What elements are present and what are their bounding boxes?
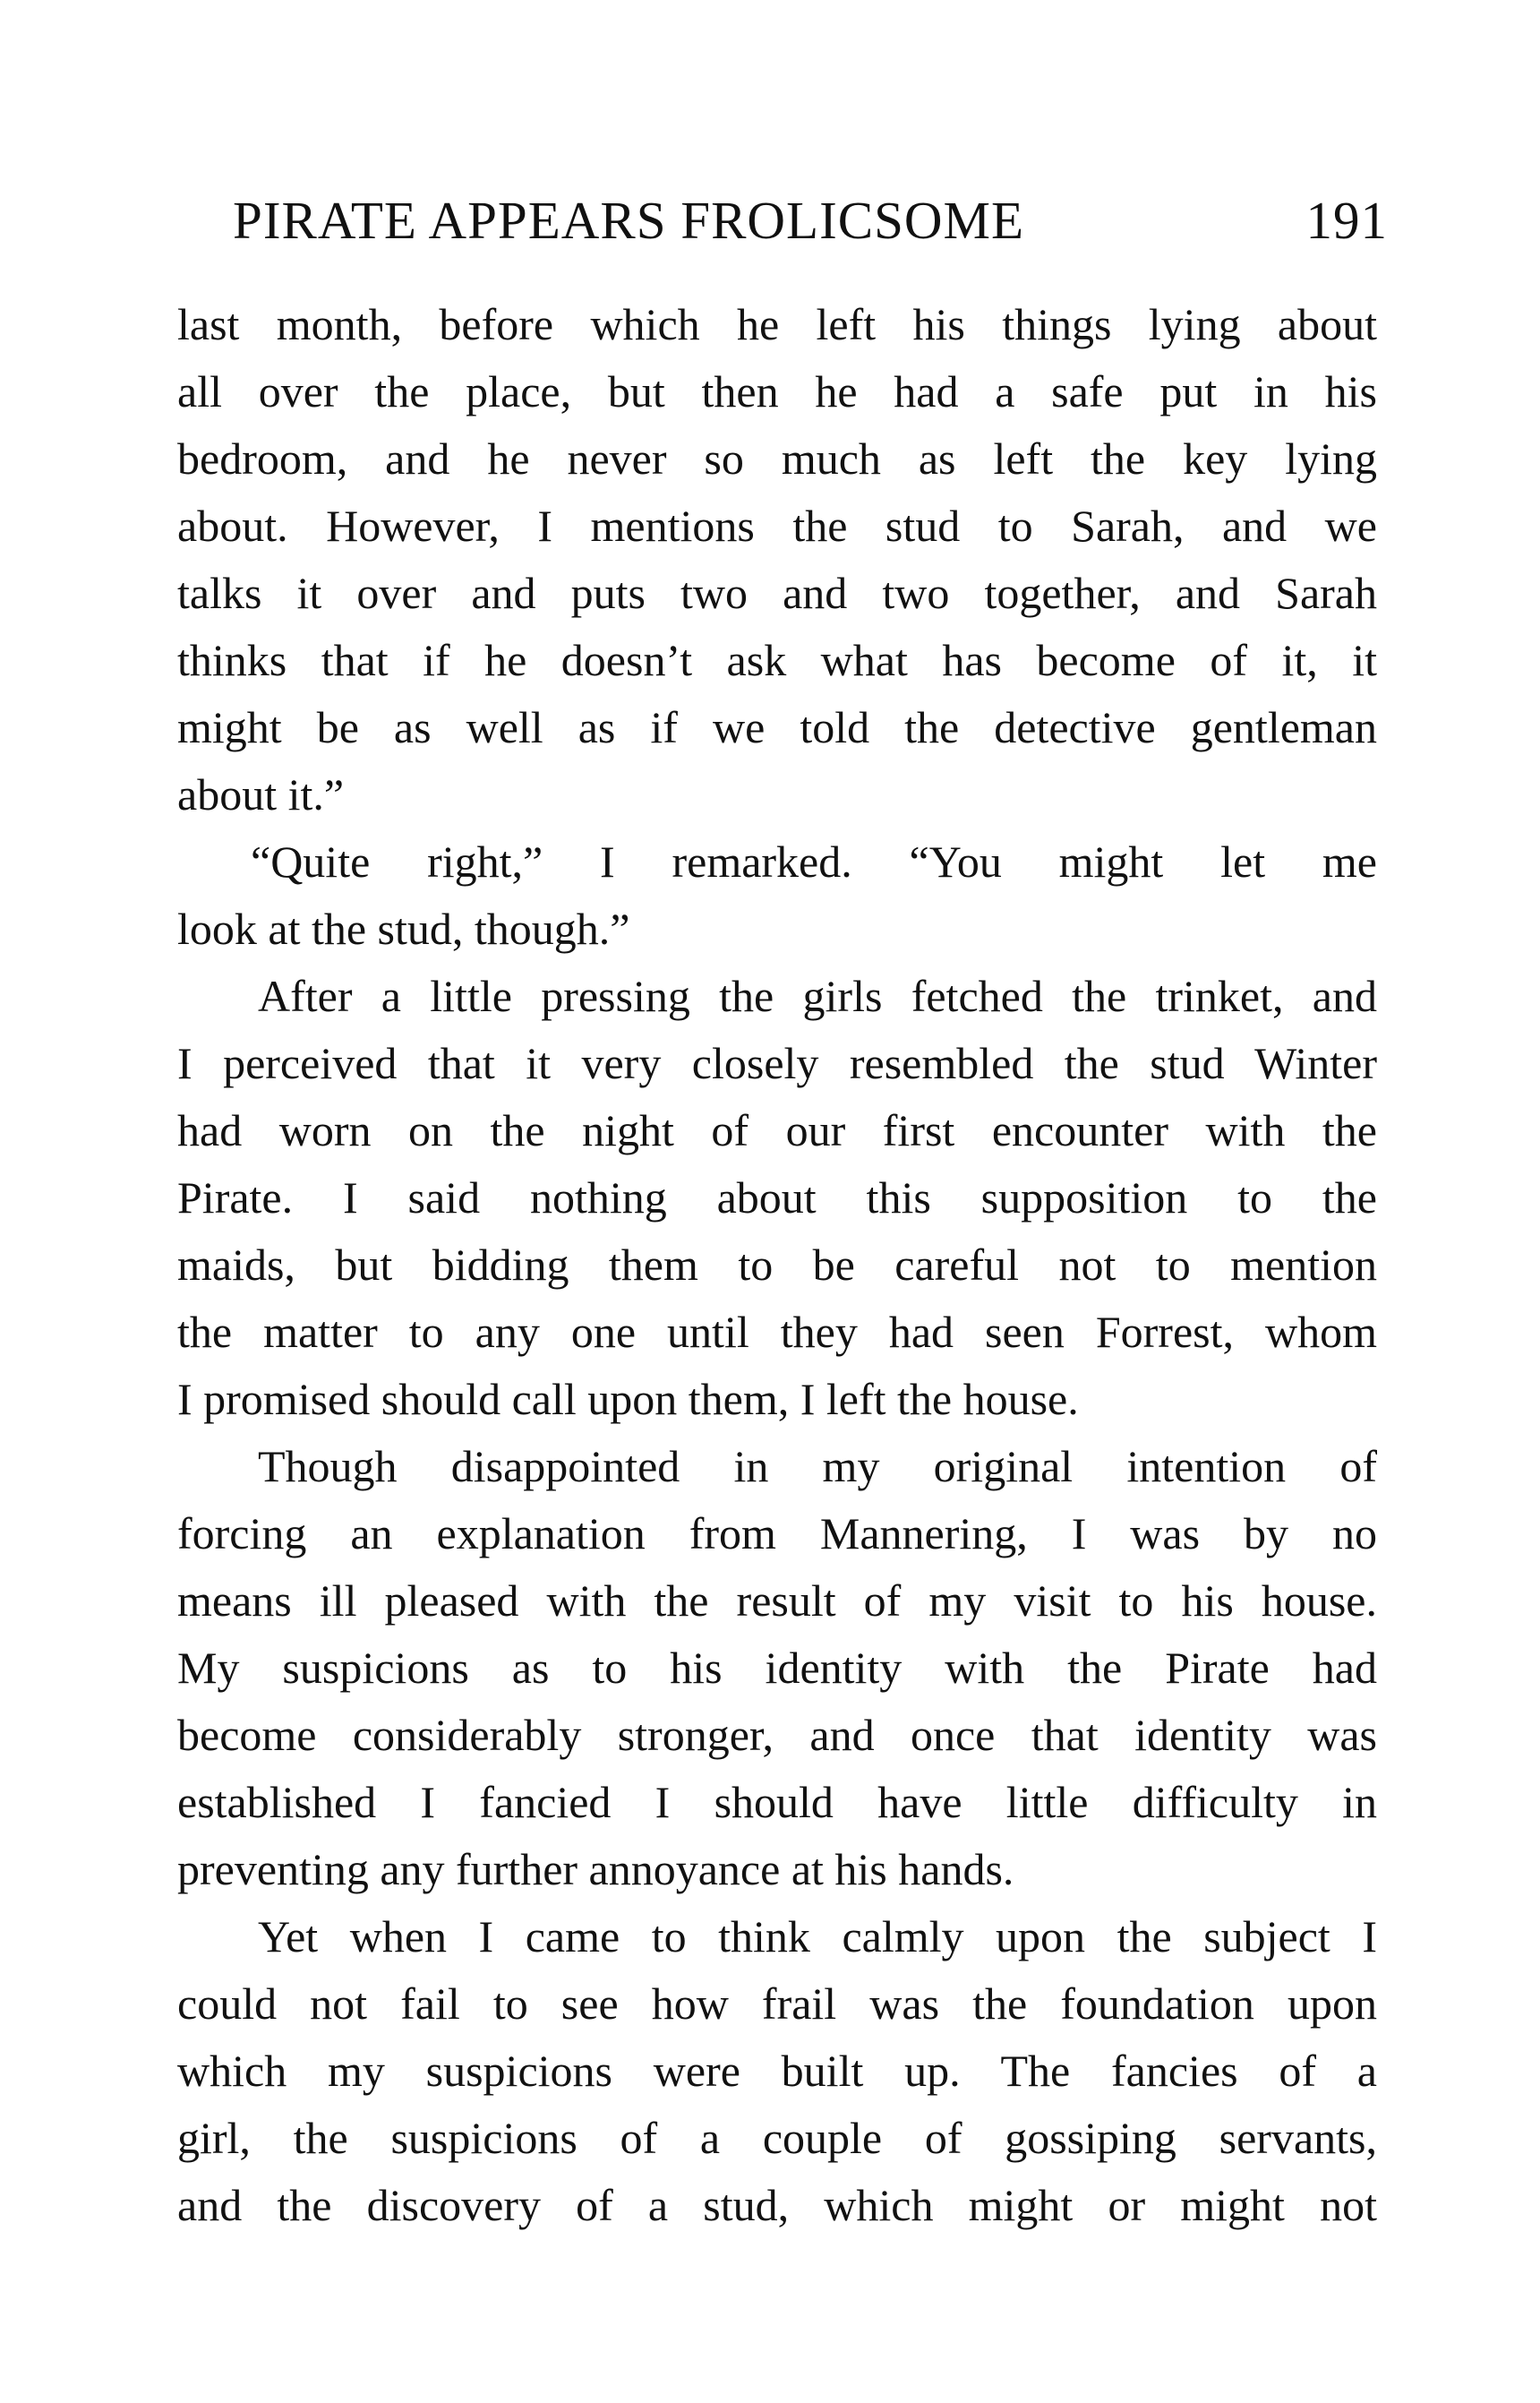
running-title: PIRATE APPEARS FROLICSOME	[233, 191, 1024, 250]
text-line: and the discovery of a stud, which might or might not	[177, 2180, 1377, 2230]
text-line: established I fancied I should have little difficulty in	[177, 1777, 1377, 1827]
paragraph-4	[177, 1433, 1377, 1903]
text-line: had worn on the night of our first encounter with the	[177, 1105, 1377, 1155]
text-line: Pirate. I said nothing about this supposition to the	[177, 1172, 1377, 1223]
text-line: I promised should call upon them, I left the house.	[177, 1374, 1079, 1424]
text-line: means ill pleased with the result of my visit to his house.	[177, 1575, 1377, 1626]
text-line: Yet when I came to think calmly upon the subject I	[258, 1911, 1377, 1961]
text-line: girl, the suspicions of a couple of gossiping servants,	[177, 2113, 1377, 2163]
text-line: I perceived that it very closely resembled the stud Winter	[177, 1038, 1377, 1088]
paragraph-1	[177, 291, 1377, 828]
text-line: last month, before which he left his things lying about	[177, 299, 1377, 349]
running-head	[233, 190, 1388, 270]
text-line: After a little pressing the girls fetched the trinket, and	[258, 971, 1377, 1021]
text-line: look at the stud, though.”	[177, 904, 630, 954]
body-text	[177, 291, 1377, 2239]
text-line: forcing an explanation from Mannering, I was by no	[177, 1508, 1377, 1558]
text-line: My suspicions as to his identity with the Pirate had	[177, 1643, 1377, 1693]
text-line: bedroom, and he never so much as left the key lying	[177, 433, 1377, 484]
page-number: 191	[1305, 191, 1388, 250]
text-line: the matter to any one until they had seen Forrest, whom	[177, 1307, 1377, 1357]
text-line: about it.”	[177, 769, 345, 820]
text-line: which my suspicions were built up. The fancies of a	[177, 2046, 1377, 2096]
text-line: preventing any further annoyance at his hands.	[177, 1844, 1014, 1894]
text-line: maids, but bidding them to be careful not to mention	[177, 1240, 1377, 1290]
paragraph-3	[177, 963, 1377, 1433]
text-line: Though disappointed in my original intention of	[258, 1441, 1377, 1491]
paragraph-5	[177, 1903, 1377, 2239]
text-line: about. However, I mentions the stud to Sarah, and we	[177, 501, 1377, 551]
paragraph-2	[177, 828, 1377, 963]
text-line: talks it over and puts two and two together, and Sarah	[177, 568, 1377, 618]
text-line: all over the place, but then he had a safe put in his	[177, 366, 1377, 416]
text-line: thinks that if he doesn’t ask what has become of it, it	[177, 635, 1377, 685]
text-line: could not fail to see how frail was the foundation upon	[177, 1978, 1377, 2029]
text-line: become considerably stronger, and once that identity was	[177, 1710, 1377, 1760]
text-line: might be as well as if we told the detective gentleman	[177, 702, 1377, 752]
text-line: “Quite right,” I remarked. “You might let me	[251, 837, 1377, 887]
